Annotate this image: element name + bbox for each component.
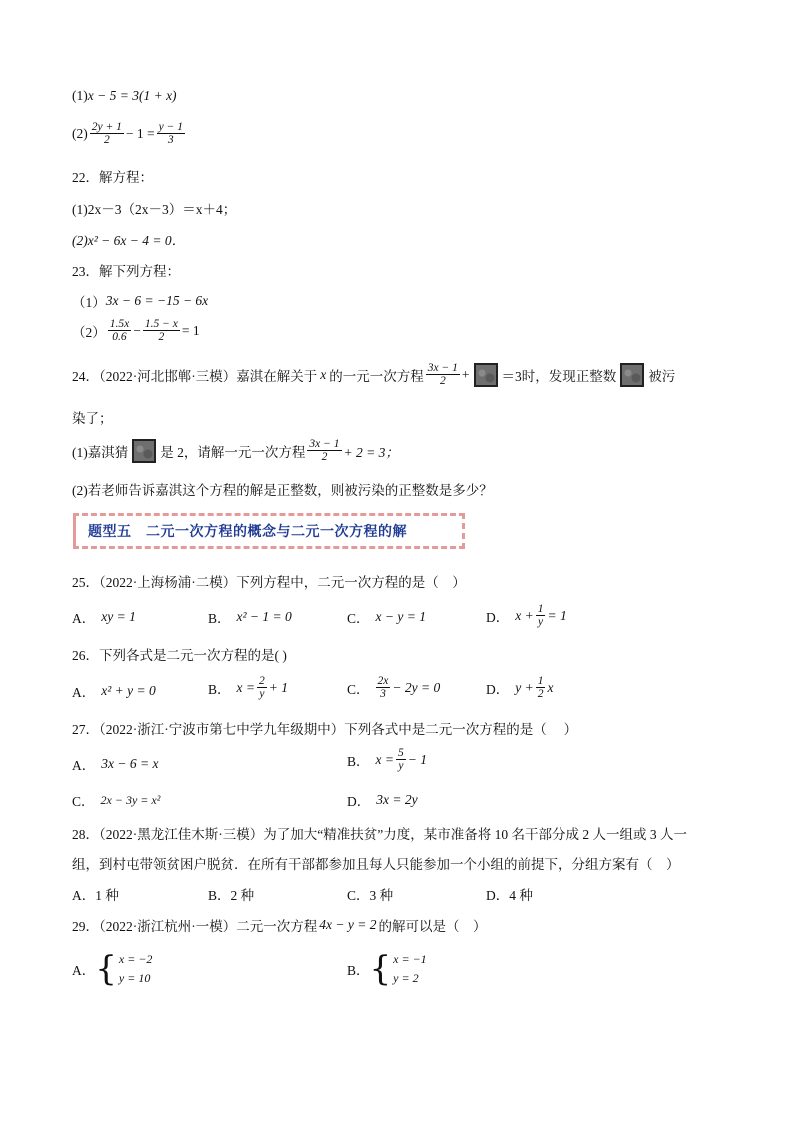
q22-title: 22．解方程： <box>72 170 153 185</box>
fraction <box>307 438 341 463</box>
text: 是 2，请解一元一次方程 <box>160 444 306 460</box>
denominator: 2 <box>439 375 446 388</box>
text: 29．（2022·浙江杭州·一模）二元一次方程 <box>72 919 318 934</box>
numerator: 3x − 1 <box>427 362 458 374</box>
q29-option-a <box>72 950 152 988</box>
denominator: 2 <box>103 134 110 147</box>
equation: x − 5 = 3(1 + x) <box>87 88 177 103</box>
label: (2) <box>72 125 88 141</box>
option-label: B． <box>208 681 231 697</box>
q26-title: 26．下列各式是二元一次方程的是( ) <box>72 648 287 663</box>
text: ＝3时，发现正整数 <box>501 368 617 384</box>
q25-option-b <box>208 607 292 627</box>
operator: + <box>461 366 470 382</box>
q24-line1 <box>72 362 675 387</box>
option-label: C． <box>347 611 370 626</box>
label: （2） <box>72 324 106 340</box>
option-label: B． <box>347 963 370 979</box>
denominator: y <box>538 616 544 629</box>
option-label: D． <box>347 794 371 809</box>
section-title: 题型五 二元一次方程的概念与二元一次方程的解 <box>88 524 407 540</box>
q25-option-d <box>486 603 567 628</box>
option-expr: x = <box>375 751 394 767</box>
option-expr: 2x − 3y = x² <box>100 792 161 807</box>
q28-option-d: D．4 种 <box>486 888 533 903</box>
q23-part2 <box>72 318 200 343</box>
q23-title: 23．解下列方程： <box>72 264 180 279</box>
option-label: B． <box>208 611 231 626</box>
fraction <box>157 121 185 146</box>
option-label: D． <box>486 681 510 697</box>
option-expr: 3x = 2y <box>376 792 418 807</box>
q23-part1 <box>72 291 208 311</box>
operator: + 2 = 3； <box>343 444 399 460</box>
q24-line2: 染了； <box>72 411 113 426</box>
numerator: 2 <box>259 675 265 687</box>
option-expr: 3x − 6 = x <box>101 756 159 771</box>
equation-system <box>370 950 427 988</box>
q27-title: 27．（2022·浙江·宁波市第七中学九年级期中）下列各式中是二元一次方程的是（ ） <box>72 722 578 737</box>
fraction <box>108 318 131 343</box>
ink-blot-icon <box>474 363 498 387</box>
option-label: A． <box>72 685 96 700</box>
numerator: 1.5x <box>109 318 130 330</box>
option-expr: − 2y = 0 <box>392 679 441 695</box>
denominator: 2 <box>158 331 165 344</box>
q24-part1 <box>72 438 399 463</box>
fraction <box>536 603 546 628</box>
option-expr: + 1 <box>268 679 288 695</box>
numerator: 1 <box>537 603 544 615</box>
option-expr: − 1 <box>407 751 427 767</box>
option-label: D． <box>486 609 510 625</box>
option-expr: y + <box>515 679 534 695</box>
numerator: 5 <box>398 747 404 759</box>
q27-option-d <box>347 790 418 810</box>
denominator: 0.6 <box>112 331 127 344</box>
text: 的解可以是（ ） <box>378 919 487 934</box>
system-row: y = 2 <box>393 971 419 986</box>
section-banner-edge <box>73 513 76 549</box>
system-row: x = −2 <box>118 952 153 966</box>
numerator: 3x − 1 <box>309 438 340 450</box>
q25-title: 25．（2022·上海杨浦·二模）下列方程中，二元一次方程的是（ ） <box>72 575 466 590</box>
fraction <box>376 675 391 700</box>
text: 的一元一次方程 <box>329 368 424 384</box>
option-label: A． <box>72 611 96 626</box>
option-label: C． <box>347 681 370 697</box>
fraction <box>90 121 124 146</box>
operator: = 1 <box>181 322 200 338</box>
denominator: 2 <box>321 451 328 464</box>
q21-part2 <box>72 121 187 146</box>
equation: 4x − y = 2 <box>319 917 377 932</box>
operator: − 1 = <box>125 125 155 141</box>
text: 被污 <box>648 368 676 384</box>
label: （1） <box>72 295 106 310</box>
system-row: y = 10 <box>118 971 151 986</box>
numerator: 2x <box>377 675 389 687</box>
brace-icon: { <box>95 949 117 990</box>
option-expr: x − y = 1 <box>375 609 426 624</box>
option-expr: x <box>547 679 554 695</box>
q28-option-c: C．3 种 <box>347 888 394 903</box>
q28-option-b: B．2 种 <box>208 888 255 903</box>
q21-part1 <box>72 88 177 104</box>
q24-part2: (2)若老师告诉嘉淇这个方程的解是正整数，则被污染的正整数是多少？ <box>72 483 493 498</box>
q26-option-b <box>208 675 288 700</box>
q27-option-a <box>72 754 158 774</box>
numerator: 2y + 1 <box>91 121 122 133</box>
fraction <box>143 318 180 343</box>
option-expr: x = <box>236 679 255 695</box>
fraction <box>257 675 267 700</box>
q28-line1: 28．（2022·黑龙江佳木斯·三模）为了加大“精准扶贫”力度，某市准备将 10 名干部分成 2 人一组或 3 人一 <box>72 827 687 842</box>
numerator: y − 1 <box>158 121 183 133</box>
denominator: y <box>398 760 404 773</box>
option-expr: xy = 1 <box>101 609 136 624</box>
variable: x <box>320 366 327 382</box>
q22-part1: (1)2x－3（2x－3）＝x＋4； <box>72 202 237 217</box>
equation-system <box>95 950 152 988</box>
q27-option-b <box>347 747 427 772</box>
option-expr: x + <box>515 607 534 623</box>
option-label: B． <box>347 753 370 769</box>
q28-line2: 组，到村屯带领贫困户脱贫．在所有干部都参加且每人只能参加一个小组的前提下，分组方案有（ ） <box>72 857 680 872</box>
numerator: 1.5 − x <box>144 318 178 330</box>
denominator: 3 <box>380 688 386 701</box>
numerator: 1 <box>537 675 544 687</box>
equation: 3x − 6 = −15 − 6x <box>105 293 209 308</box>
q22-part2: (2)x² − 6x − 4 = 0． <box>72 233 186 248</box>
q28-option-a: A．1 种 <box>72 888 119 903</box>
fraction <box>536 675 546 700</box>
option-label: C． <box>72 794 95 809</box>
brace-icon: { <box>369 949 392 990</box>
q26-option-a <box>72 681 156 701</box>
q25-option-a <box>72 607 136 627</box>
q25-option-c <box>347 607 426 627</box>
system-row: x = −1 <box>393 952 427 966</box>
denominator: 3 <box>167 134 174 147</box>
option-expr: x² − 1 = 0 <box>236 609 292 624</box>
text: (1)嘉淇猜 <box>72 444 129 460</box>
text: 24．（2022·河北邯郸·三模）嘉淇在解关于 <box>72 368 318 384</box>
operator: − <box>133 322 141 338</box>
option-label: A． <box>72 758 96 773</box>
denominator: 2 <box>537 688 544 701</box>
q27-option-c <box>72 790 160 810</box>
q26-option-d <box>486 675 553 700</box>
label: (1) <box>72 88 88 103</box>
q29-title <box>72 915 486 935</box>
ink-blot-icon <box>620 363 644 387</box>
option-label: A． <box>72 963 96 979</box>
option-expr: = 1 <box>547 607 567 623</box>
q29-option-b <box>347 950 427 988</box>
fraction <box>396 747 406 772</box>
ink-blot-icon <box>132 439 156 463</box>
option-expr: x² + y = 0 <box>101 683 156 698</box>
denominator: y <box>259 688 265 701</box>
q26-option-c <box>347 675 440 700</box>
fraction <box>426 362 460 387</box>
